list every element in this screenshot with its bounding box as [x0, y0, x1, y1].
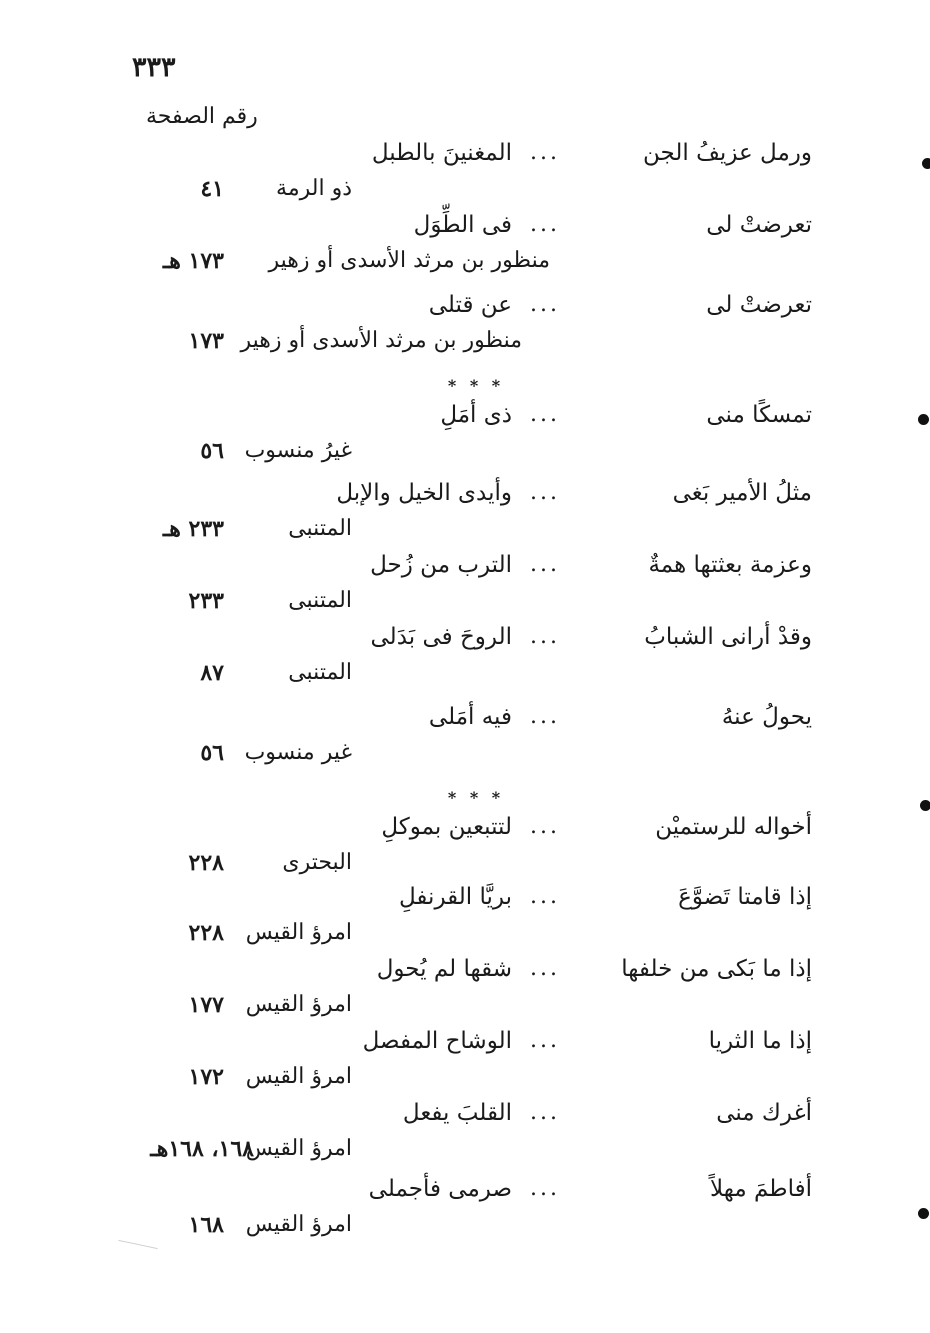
verse-first-words: يحولُ عنهُ: [721, 704, 812, 730]
poet-name: امرؤ القيس: [245, 920, 352, 945]
margin-mark: [918, 1208, 929, 1219]
margin-mark: [922, 158, 930, 169]
verse-ellipsis: ...: [530, 624, 560, 649]
verse-first-words: ورمل عزيفُ الجن: [643, 140, 812, 166]
verse-first-words: إذا ما الثريا: [708, 1028, 812, 1054]
poet-name: غير منسوب: [244, 740, 352, 765]
poet-name: البحترى: [282, 850, 352, 875]
verse-first-words: أفاطمَ مهلاً: [710, 1176, 812, 1202]
index-entry: [0, 402, 930, 474]
page-references: ٢٢٨: [188, 850, 224, 876]
poet-name: منظور بن مرثد الأسدى أو زهير: [268, 248, 550, 273]
page-references: ٢٣٣ هـ: [162, 516, 224, 542]
verse-first-words: مثلُ الأمير بَغى: [672, 480, 812, 506]
verse-ellipsis: ...: [530, 402, 560, 427]
verse-first-words: أغرك منى: [716, 1100, 812, 1126]
poet-name: امرؤ القيس: [245, 1136, 352, 1161]
verse-last-words: الروحَ فى بَدَلى: [370, 624, 512, 650]
poet-name: المتنبى: [288, 660, 352, 685]
verse-first-words: إذا ما بَكى من خلفها: [621, 956, 812, 982]
page-references: ٥٦: [200, 740, 224, 766]
verse-first-words: وعزمة بعثتها همةٌ: [648, 552, 812, 578]
page-references: ٢٢٨: [188, 920, 224, 946]
poet-name: امرؤ القيس: [245, 992, 352, 1017]
verse-ellipsis: ...: [530, 814, 560, 839]
poet-name: امرؤ القيس: [245, 1212, 352, 1237]
verse-last-words: عن قتلى: [428, 292, 512, 318]
verse-last-words: فيه أمَلى: [428, 704, 512, 730]
verse-last-words: شقها لم يُحول: [376, 956, 512, 982]
page-references: ١٧٧: [188, 992, 224, 1018]
index-entry: [0, 480, 930, 552]
verse-first-words: أخواله للرستميْن: [655, 814, 812, 840]
index-entry: [0, 814, 930, 886]
verse-last-words: المغنينَ بالطبل: [371, 140, 512, 166]
page-references: ١٦٨: [188, 1212, 224, 1238]
poet-name: المتنبى: [288, 516, 352, 541]
page-column-header: رقم الصفحة: [146, 104, 258, 129]
verse-ellipsis: ...: [530, 884, 560, 909]
verse-last-words: صرمى فأجملى: [368, 1176, 512, 1202]
verse-ellipsis: ...: [530, 292, 560, 317]
index-entry: [0, 1100, 930, 1172]
verse-ellipsis: ...: [530, 704, 560, 729]
index-entry: [0, 956, 930, 1028]
page-references: ١٦٨، ١٦٨هـ: [150, 1136, 254, 1162]
verse-ellipsis: ...: [530, 1100, 560, 1125]
verse-last-words: الوشاح المفصل: [362, 1028, 512, 1054]
verse-first-words: وقدْ أرانى الشبابُ: [644, 624, 812, 650]
page-number: ٣٣٣: [132, 52, 176, 83]
page-references: ١٧٣ هـ: [162, 248, 224, 274]
section-separator: * * *: [447, 376, 505, 395]
index-entry: [0, 704, 930, 776]
poet-name: منظور بن مرثد الأسدى أو زهير: [240, 328, 522, 353]
verse-last-words: لتتبعين بموكلِ: [381, 814, 512, 840]
section-separator: * * *: [447, 788, 505, 807]
index-entry: [0, 884, 930, 956]
poet-name: ذو الرمة: [276, 176, 352, 201]
poet-name: غيرُ منسوب: [244, 438, 352, 463]
verse-ellipsis: ...: [530, 552, 560, 577]
verse-ellipsis: ...: [530, 956, 560, 981]
verse-last-words: بريَّا القرنفلِ: [399, 884, 512, 910]
verse-ellipsis: ...: [530, 140, 560, 165]
page-references: ٢٣٣: [188, 588, 224, 614]
verse-first-words: إذا قامتا تَضوَّعَ: [678, 884, 812, 910]
margin-mark: [918, 414, 929, 425]
page-references: ٨٧: [200, 660, 224, 686]
index-entry: [0, 292, 930, 364]
verse-last-words: فى الطِّوَل: [413, 212, 512, 238]
page-references: ٤١: [200, 176, 224, 202]
page-references: ١٧٢: [188, 1064, 224, 1090]
verse-ellipsis: ...: [530, 1176, 560, 1201]
verse-last-words: وأيدى الخيل والإبل: [336, 480, 512, 506]
verse-last-words: الترب من زُحل: [370, 552, 512, 578]
index-entry: [0, 552, 930, 624]
poet-name: امرؤ القيس: [245, 1064, 352, 1089]
index-entry: [0, 1028, 930, 1100]
index-entry: [0, 212, 930, 284]
verse-last-words: القلبَ يفعل: [402, 1100, 512, 1126]
verse-first-words: تعرضتْ لى: [706, 212, 812, 238]
verse-first-words: تعرضتْ لى: [706, 292, 812, 318]
page-references: ٥٦: [200, 438, 224, 464]
verse-last-words: ذى أمَلِ: [440, 402, 512, 428]
verse-ellipsis: ...: [530, 212, 560, 237]
index-entry: [0, 1176, 930, 1248]
poet-name: المتنبى: [288, 588, 352, 613]
verse-first-words: تمسكًا منى: [706, 402, 812, 428]
margin-mark: [920, 800, 930, 811]
index-entry: [0, 624, 930, 696]
index-entry: [0, 140, 930, 212]
page-references: ١٧٣: [188, 328, 224, 354]
verse-ellipsis: ...: [530, 1028, 560, 1053]
verse-ellipsis: ...: [530, 480, 560, 505]
